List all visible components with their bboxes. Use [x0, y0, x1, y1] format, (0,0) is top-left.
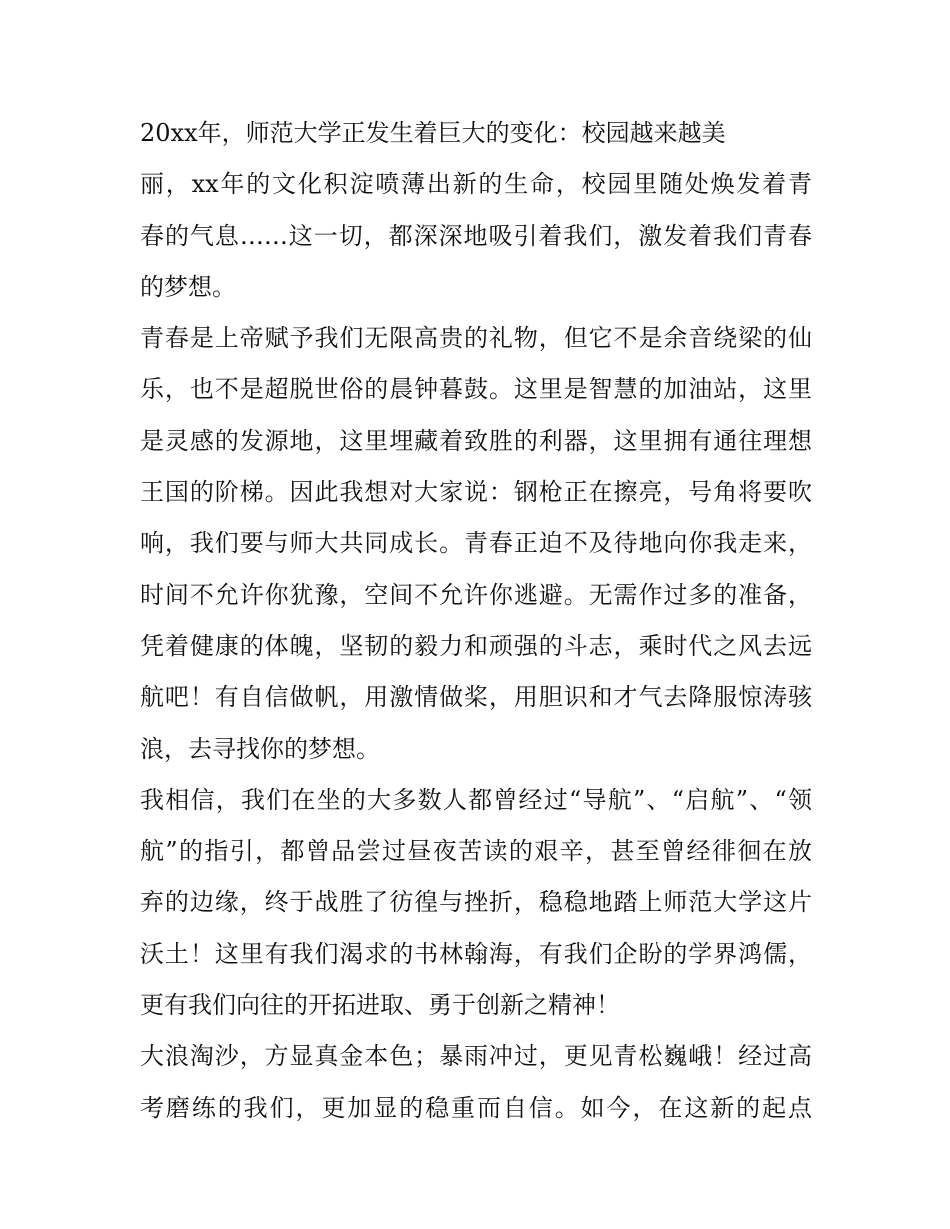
text-line: 凭着健康的体魄，坚韧的毅力和顽强的斗志，乘时代之风去远: [140, 631, 812, 660]
text-line: 大浪淘沙，方显真金本色；暴雨冲过，更见青松巍峨！经过高: [140, 1042, 812, 1071]
text-line: 20xx年，师范大学正发生着巨大的变化：校园越来越美: [140, 119, 726, 147]
document-body: [140, 108, 812, 1134]
text-line: 丽，xx年的文化积淀喷薄出新的生命，校园里随处焕发着青: [140, 170, 812, 199]
text-line: 更有我们向往的开拓进取、勇于创新之精神！: [140, 991, 620, 1020]
text-line: 航吧！有自信做帆，用激情做桨，用胆识和才气去降服惊涛骇: [140, 683, 812, 712]
text-line: 的梦想。: [140, 272, 236, 301]
text-line: 弃的边缘，终于战胜了彷徨与挫折，稳稳地踏上师范大学这片: [140, 888, 812, 917]
text-line: 航”的指引，都曾品尝过昼夜苦读的艰辛，甚至曾经徘徊在放: [140, 837, 812, 866]
text-line: 我相信，我们在坐的大多数人都曾经过“导航”、“启航”、“领: [140, 785, 812, 814]
text-line: 春的气息……这一切，都深深地吸引着我们，激发着我们青春: [140, 221, 812, 250]
text-line: 是灵感的发源地，这里埋藏着致胜的利器，这里拥有通往理想: [140, 426, 812, 455]
text-line: 王国的阶梯。因此我想对大家说：钢枪正在擦亮，号角将要吹: [140, 478, 812, 507]
text-line: 青春是上帝赋予我们无限高贵的礼物，但它不是余音绕梁的仙: [140, 324, 812, 353]
text-line: 乐，也不是超脱世俗的晨钟暮鼓。这里是智慧的加油站，这里: [140, 375, 812, 404]
text-line: 响，我们要与师大共同成长。青春正迫不及待地向你我走来，: [140, 529, 812, 558]
text-line: 时间不允许你犹豫，空间不允许你逃避。无需作过多的准备，: [140, 580, 812, 609]
text-line: 考磨练的我们，更加显的稳重而自信。如今，在这新的起点: [140, 1093, 812, 1122]
text-line: 浪，去寻找你的梦想。: [140, 734, 380, 763]
text-line: 沃土！这里有我们渴求的书林翰海，有我们企盼的学界鸿儒，: [140, 939, 812, 968]
